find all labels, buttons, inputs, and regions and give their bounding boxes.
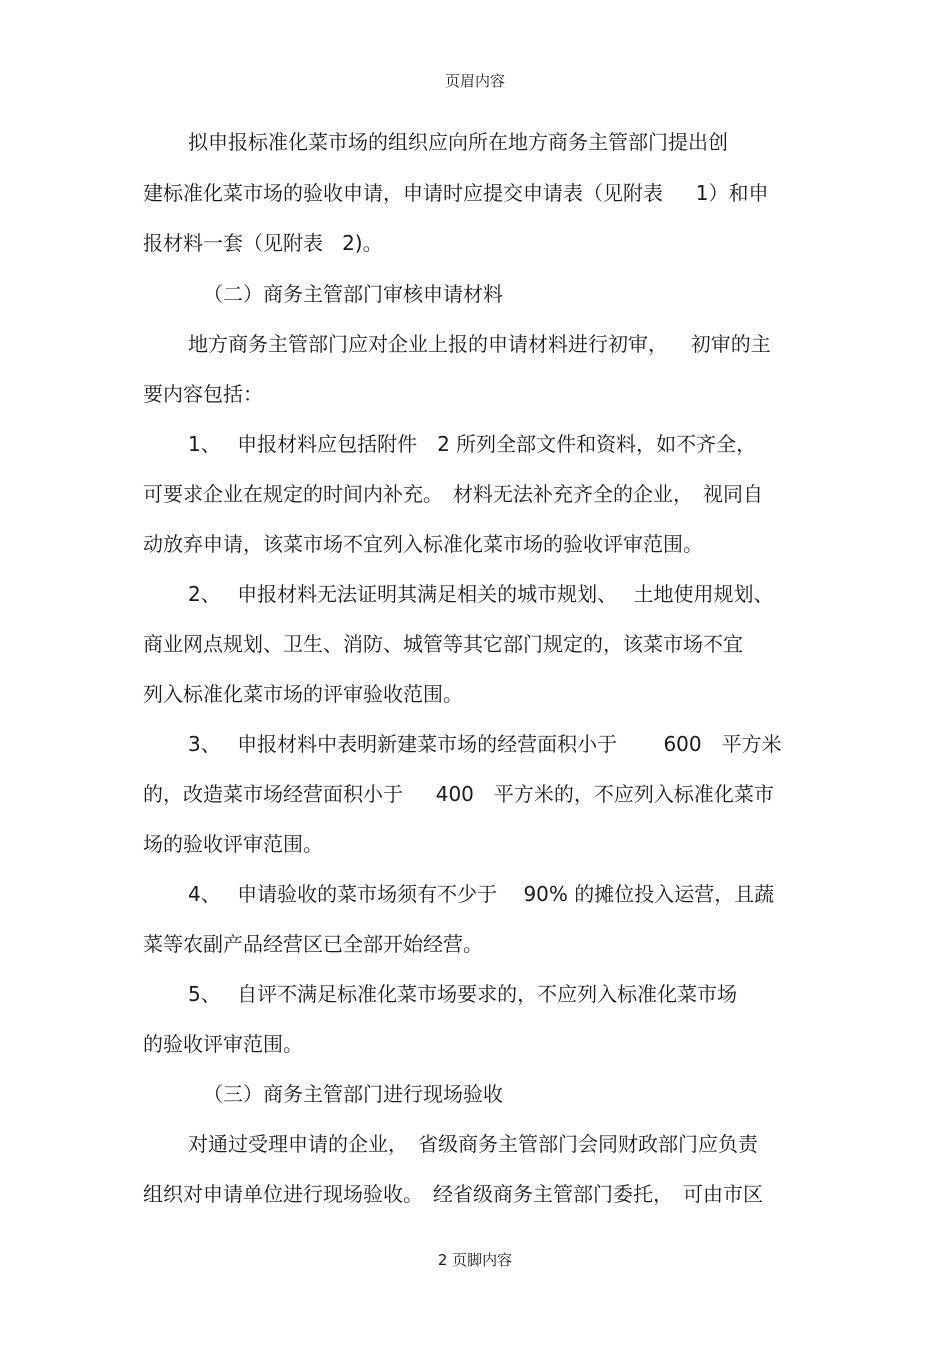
paragraph-line: 组织对申请单位进行现场验收。 经省级商务主管部门委托， 可由市区 (143, 1182, 763, 1206)
section-heading: （二）商务主管部门审核申请材料 (203, 282, 503, 306)
paragraph-line: 建标准化菜市场的验收申请，申请时应提交申请表（见附表 1）和申 (143, 181, 769, 205)
paragraph-line: 要内容包括： (143, 382, 263, 406)
page-footer: 2 页脚内容 (437, 1251, 513, 1269)
list-item: 5、 自评不满足标准化菜市场要求的，不应列入标准化菜市场 (188, 982, 738, 1006)
paragraph-line: 可要求企业在规定的时间内补充。 材料无法补充齐全的企业， 视同自 (143, 482, 763, 506)
paragraph-line: 商业网点规划、卫生、消防、城管等其它部门规定的，该菜市场不宜 (143, 632, 743, 656)
paragraph-line: 列入标准化菜市场的评审验收范围。 (143, 682, 463, 706)
paragraph-line: 的，改造菜市场经营面积小于 400 平方米的，不应列入标准化菜市 (143, 782, 774, 806)
paragraph-line: 拟申报标准化菜市场的组织应向所在地方商务主管部门提出创 (188, 130, 728, 154)
list-item: 4、 申请验收的菜市场须有不少于 90% 的摊位投入运营，且蔬 (188, 882, 775, 906)
list-item: 1、 申报材料应包括附件 2 所列全部文件和资料，如不齐全， (188, 432, 757, 456)
paragraph-line: 报材料一套（见附表 2)。 (143, 231, 383, 255)
paragraph-line: 的验收评审范围。 (143, 1032, 303, 1056)
section-heading: （三）商务主管部门进行现场验收 (203, 1082, 503, 1106)
paragraph-line: 对通过受理申请的企业， 省级商务主管部门会同财政部门应负责 (188, 1132, 758, 1156)
paragraph-line: 场的验收评审范围。 (143, 832, 323, 856)
paragraph-line: 地方商务主管部门应对企业上报的申请材料进行初审， 初审的主 (188, 332, 771, 356)
list-item: 2、 申报材料无法证明其满足相关的城市规划、 土地使用规划、 (188, 582, 774, 606)
list-item: 3、 申报材料中表明新建菜市场的经营面积小于 600 平方米 (188, 732, 782, 756)
page-header: 页眉内容 (444, 72, 505, 90)
paragraph-line: 菜等农副产品经营区已全部开始经营。 (143, 932, 483, 956)
paragraph-line: 动放弃申请，该菜市场不宜列入标准化菜市场的验收评审范围。 (143, 532, 703, 556)
